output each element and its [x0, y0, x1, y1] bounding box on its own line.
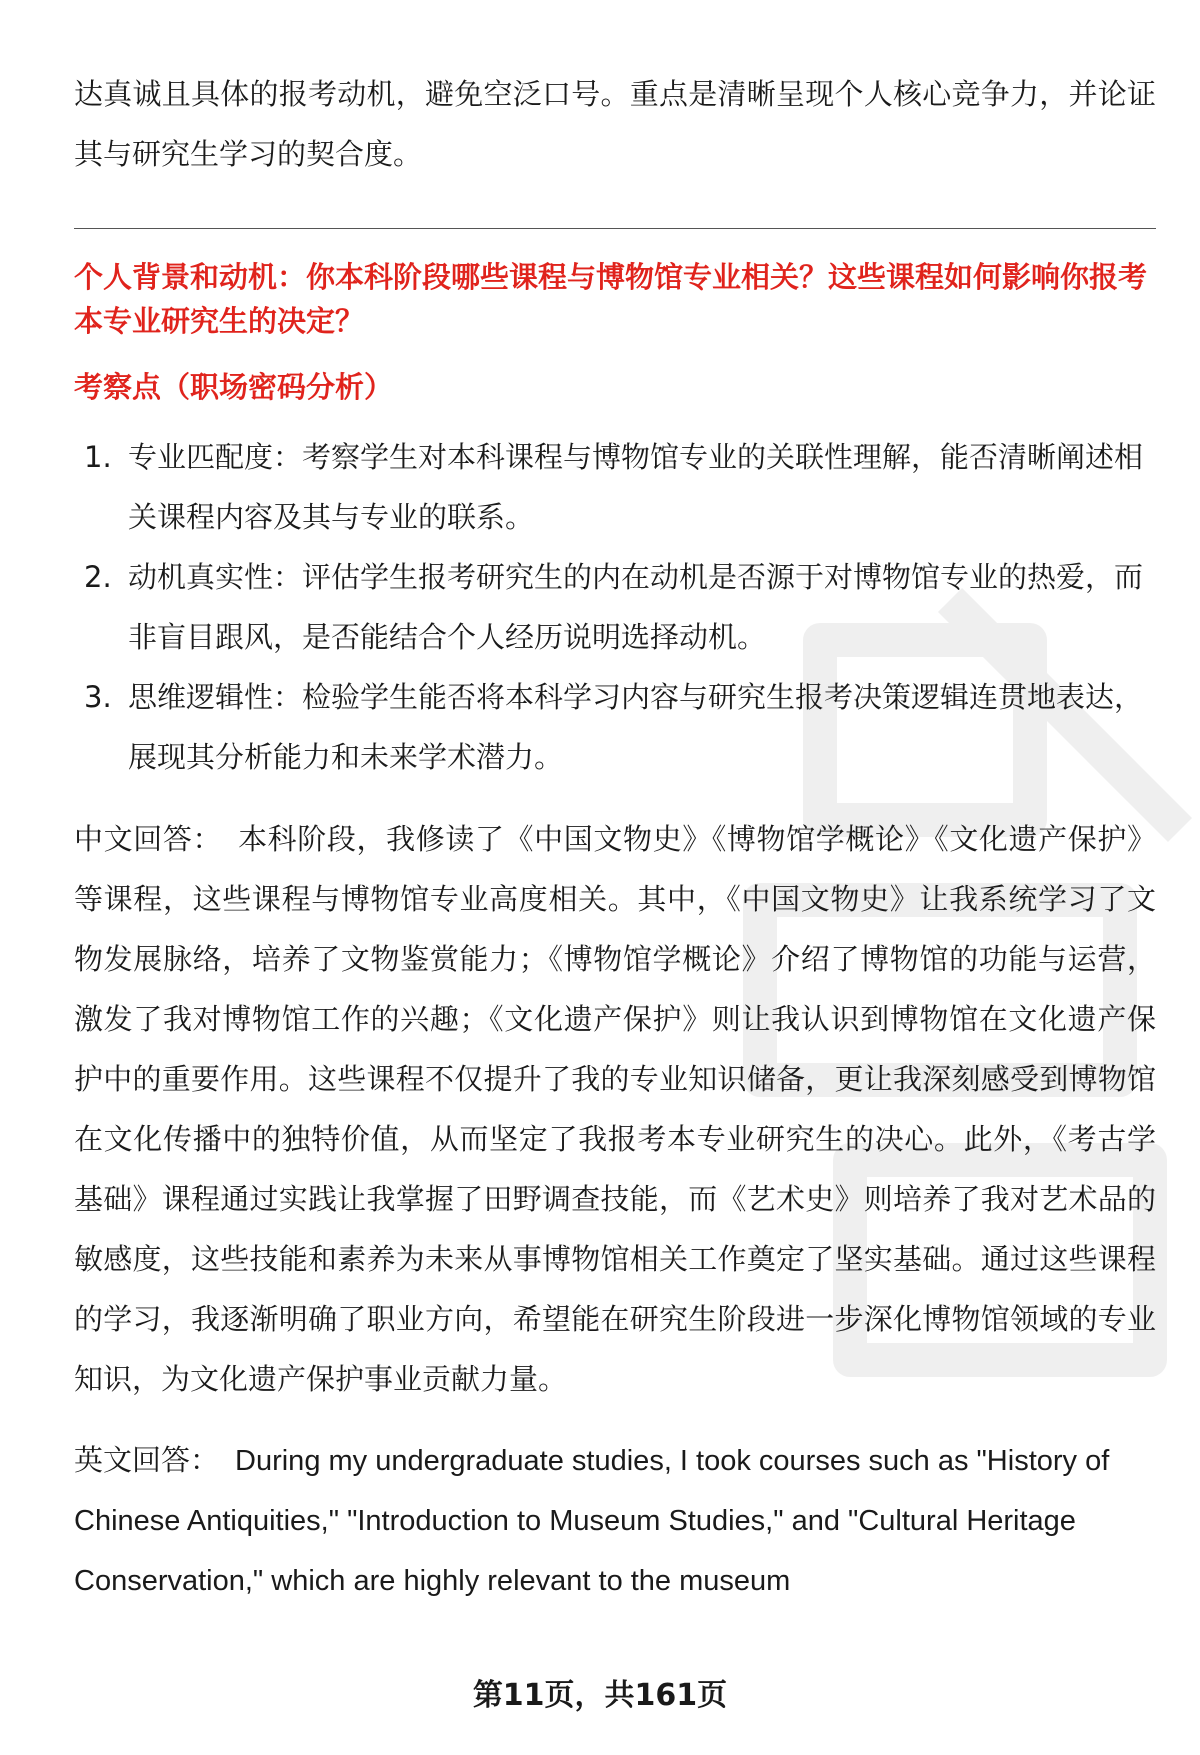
focus-point-text: 专业匹配度：考察学生对本科课程与博物馆专业的关联性理解，能否清晰阐述相关课程内容及其与专业的联系。	[128, 440, 1144, 534]
section-divider	[74, 228, 1156, 229]
focus-point-list	[74, 427, 1156, 787]
english-answer-label: 英文回答：	[74, 1445, 220, 1477]
focus-point-text: 思维逻辑性：检验学生能否将本科学习内容与研究生报考决策逻辑连贯地表达，展现其分析能力和未来学术潜力。	[128, 680, 1144, 774]
question-heading: 个人背景和动机：你本科阶段哪些课程与博物馆专业相关？这些课程如何影响你报考本专业研究生的决定？	[74, 260, 1148, 338]
focus-point-number: 3.	[84, 680, 112, 714]
chinese-answer-text: 本科阶段，我修读了《中国文物史》《博物馆学概论》《文化遗产保护》等课程，这些课程与博物馆专业高度相关。其中，《中国文物史》让我系统学习了文物发展脉络，培养了文物鉴赏能力；《博物馆学概论》介绍了博物馆的功能与运营，激发了我对博物馆工作的兴趣；《文化遗产保护》则让我认识到博物馆在文化遗产保护中的重要作用。这些课程不仅提升了我的专业知识储备，更让我深刻感受到博物馆在文化传播中的独特价值，从而坚定了我报考本专业研究生的决心。此外，《考古学基础》课程通过实践让我掌握了田野调查技能，而《艺术史》则培养了我对艺术品的敏感度，这些技能和素养为未来从事博物馆相关工作奠定了坚实基础。通过这些课程的学习，我逐渐明确了职业方向，希望能在研究生阶段进一步深化博物馆领域的专业知识，为文化遗产保护事业贡献力量。	[74, 822, 1156, 1396]
focus-point-number: 1.	[84, 440, 112, 474]
focus-point-text: 动机真实性：评估学生报考研究生的内在动机是否源于对博物馆专业的热爱，而非盲目跟风，是否能结合个人经历说明选择动机。	[128, 560, 1144, 654]
page-footer: 第11页，共161页	[472, 1678, 728, 1713]
focus-point	[74, 667, 1156, 787]
chinese-answer	[74, 809, 1156, 1409]
english-answer	[74, 1431, 1156, 1611]
intro-paragraph: 达真诚且具体的报考动机，避免空泛口号。重点是清晰呈现个人核心竞争力，并论证其与研究生学习的契合度。	[74, 77, 1156, 171]
focus-heading: 考察点（职场密码分析）	[74, 370, 394, 404]
english-answer-text: During my undergraduate studies, I took courses such as "History of Chinese Antiquities," "Introduction to Museum Studies," and "Cultural Heritage Conservation," which are highly relevant to the museum	[74, 1445, 1110, 1597]
focus-point	[74, 547, 1156, 667]
chinese-answer-label: 中文回答：	[74, 822, 223, 856]
focus-point	[74, 427, 1156, 547]
document-page	[74, 60, 1156, 1611]
focus-point-number: 2.	[84, 560, 112, 594]
